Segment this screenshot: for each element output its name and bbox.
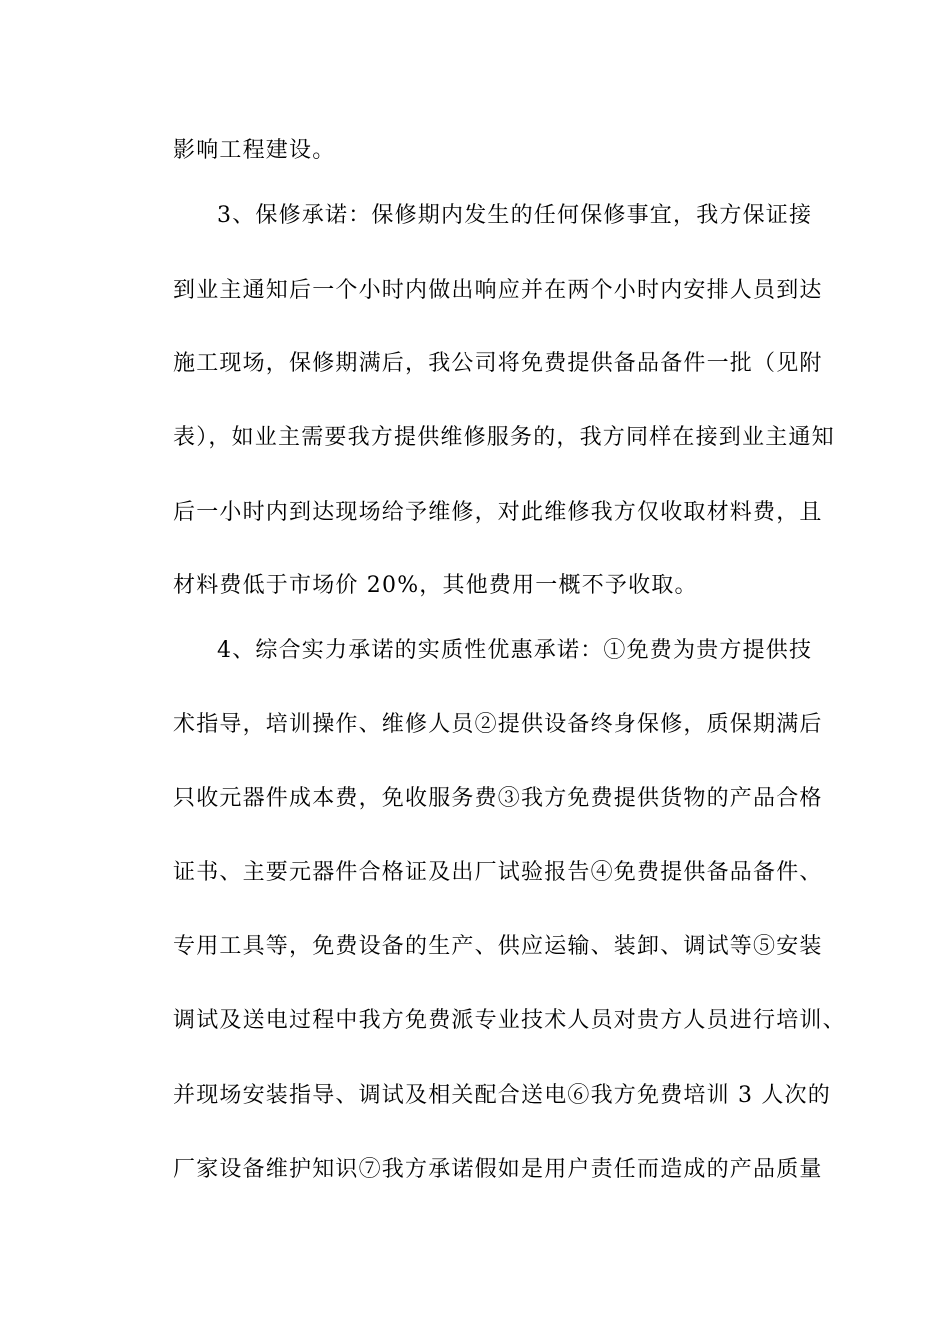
text-line: 材料费低于市场价 20%，其他费用一概不予收取。 [173,573,698,598]
text-line: 施工现场，保修期满后，我公司将免费提供备品备件一批（见附 [173,351,823,376]
text-line: 后一小时内到达现场给予维修，对此维修我方仅收取材料费，且 [173,500,823,525]
text-line: 专用工具等，免费设备的生产、供应运输、装卸、调试等⑤安装 [173,934,823,959]
text-line: 到业主通知后一个小时内做出响应并在两个小时内安排人员到达 [173,278,823,303]
text-line-section-4-start: 4、综合实力承诺的实质性优惠承诺：①免费为贵方提供技 [217,638,813,663]
text-line: 并现场安装指导、调试及相关配合送电⑥我方免费培训 3 人次的 [173,1083,831,1108]
text-line: 表），如业主需要我方提供维修服务的，我方同样在接到业主通知 [173,425,835,450]
text-line: 厂家设备维护知识⑦我方承诺假如是用户责任而造成的产品质量 [173,1157,823,1182]
text-line: 调试及送电过程中我方免费派专业技术人员对贵方人员进行培训、 [173,1008,846,1033]
text-line-section-3-start: 3、保修承诺：保修期内发生的任何保修事宜，我方保证接 [217,203,813,228]
text-line: 术指导，培训操作、维修人员②提供设备终身保修，质保期满后 [173,712,823,737]
text-line: 证书、主要元器件合格证及出厂试验报告④免费提供备品备件、 [173,860,823,885]
text-line: 只收元器件成本费，免收服务费③我方免费提供货物的产品合格 [173,786,823,811]
text-line: 影响工程建设。 [173,138,336,163]
